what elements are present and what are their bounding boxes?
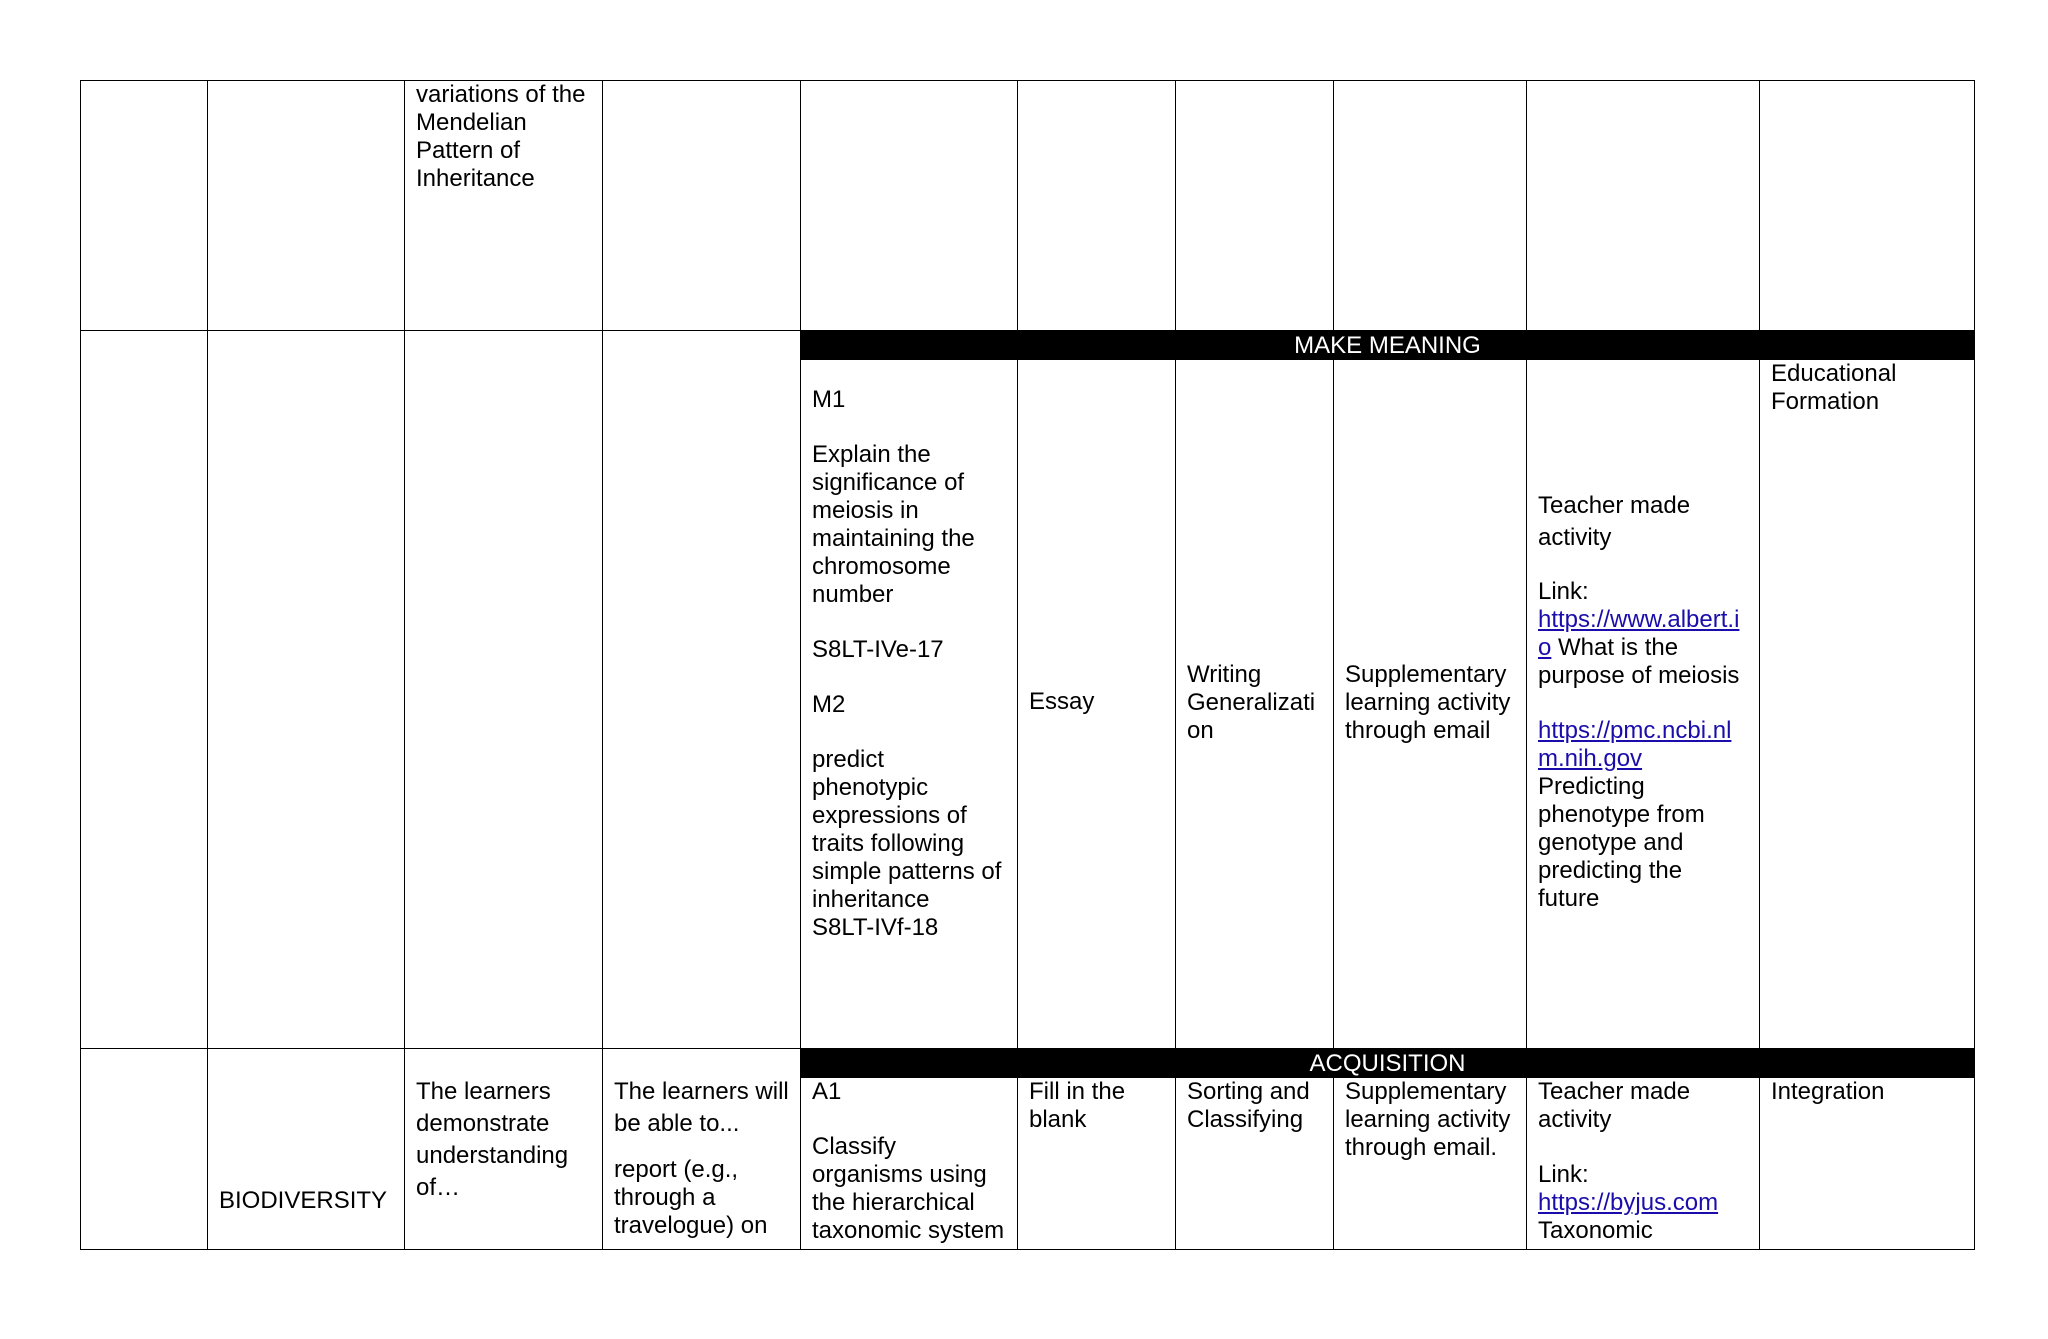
row1-competency-cell [404, 80, 603, 331]
make-meaning-link1-line [1538, 606, 1748, 690]
m2-ref: S8LT-IVf-18 [812, 914, 939, 941]
make-meaning-assessment-cell [1017, 359, 1176, 1049]
albert-io-link[interactable]: https://www.albert.io [1538, 606, 1740, 661]
make-meaning-activity: Writing Generalizati on [1187, 661, 1316, 744]
acquisition-assessment-cell [1017, 1077, 1176, 1250]
make-meaning-offline: Supplementary learning activity through email [1345, 661, 1511, 744]
acquisition-content-standard: The learners demonstrate understanding of… [416, 1078, 569, 1201]
acquisition-content-standard-cell [404, 1048, 603, 1250]
make-meaning-activity-cell [1175, 359, 1334, 1049]
acquisition-offline-cell [1333, 1077, 1527, 1250]
m1-text: Explain the significance of meiosis in maintaining the chromosome number [812, 441, 975, 608]
make-meaning-header: MAKE MEANING [800, 330, 1975, 360]
make-meaning-core-value-cell [1759, 359, 1975, 1049]
acquisition-resources-title: Teacher made activity [1538, 1078, 1691, 1133]
row1-col8-cell [1333, 80, 1527, 331]
acquisition-link1-line [1538, 1189, 1748, 1217]
acquisition-offline: Supplementary learning activity through email. [1345, 1078, 1511, 1161]
make-meaning-core-value: Educational Formation [1771, 360, 1897, 415]
row1-col1-cell [80, 80, 208, 331]
acquisition-assessment: Fill in the blank [1029, 1078, 1126, 1133]
byjus-link[interactable]: https://byjus.com [1538, 1189, 1719, 1216]
acquisition-core-value-cell [1759, 1077, 1975, 1250]
m1-code: M1 [812, 386, 846, 413]
acquisition-performance-intro: The learners will be able to... [614, 1078, 789, 1137]
a1-code: A1 [812, 1078, 842, 1105]
row1-col9-cell [1526, 80, 1760, 331]
acquisition-link-label: Link: [1538, 1161, 1589, 1188]
row1-col5-cell [800, 80, 1018, 331]
row2-col2-cell [207, 330, 405, 1049]
row1-col6-cell [1017, 80, 1176, 331]
make-meaning-offline-cell [1333, 359, 1527, 1049]
acquisition-topic: BIODIVERSITY [219, 1187, 388, 1214]
make-meaning-resources-cell [1526, 359, 1760, 1049]
acquisition-header: ACQUISITION [800, 1048, 1975, 1078]
pmc-ncbi-link[interactable]: https://pmc.ncbi.nlm.nih.gov [1538, 717, 1732, 772]
row2-col4-cell [602, 330, 801, 1049]
acquisition-activity: Sorting and Classifying [1187, 1078, 1310, 1133]
row2-col3-cell [404, 330, 603, 1049]
row1-col4-cell [602, 80, 801, 331]
row1-competency-text: variations of the Mendelian Pattern of Inheritance [416, 81, 586, 192]
row2-col1-cell [80, 330, 208, 1049]
m2-text: predict phenotypic expressions of traits following simple patterns of inheritance [812, 746, 1002, 913]
make-meaning-competencies-cell [800, 359, 1018, 1049]
make-meaning-link2-line [1538, 717, 1748, 773]
row1-col7-cell [1175, 80, 1334, 331]
acquisition-competency-cell [800, 1077, 1018, 1250]
acquisition-performance-standard-cell [602, 1048, 801, 1250]
row1-col10-cell [1759, 80, 1975, 331]
make-meaning-link-label: Link: [1538, 578, 1589, 605]
acquisition-resources-cell [1526, 1077, 1760, 1250]
albert-io-link-desc: What is the purpose of meiosis [1538, 634, 1740, 689]
pmc-ncbi-link-desc: Predicting phenotype from genotype and predicting the future [1538, 773, 1705, 912]
make-meaning-resources-title: Teacher made activity [1538, 492, 1691, 551]
acquisition-activity-cell [1175, 1077, 1334, 1250]
byjus-link-desc: Taxonomic [1538, 1217, 1653, 1244]
acquisition-performance-standard: report (e.g., through a travelogue) on [614, 1156, 768, 1239]
row1-col2-cell [207, 80, 405, 331]
m1-ref: S8LT-IVe-17 [812, 636, 944, 663]
acquisition-core-value: Integration [1771, 1078, 1885, 1105]
acquisition-topic-cell [207, 1048, 405, 1250]
m2-code: M2 [812, 691, 846, 718]
row3-col1-cell [80, 1048, 208, 1250]
make-meaning-assessment: Essay [1029, 688, 1095, 715]
a1-text: Classify organisms using the hierarchical taxonomic system [812, 1133, 1005, 1244]
